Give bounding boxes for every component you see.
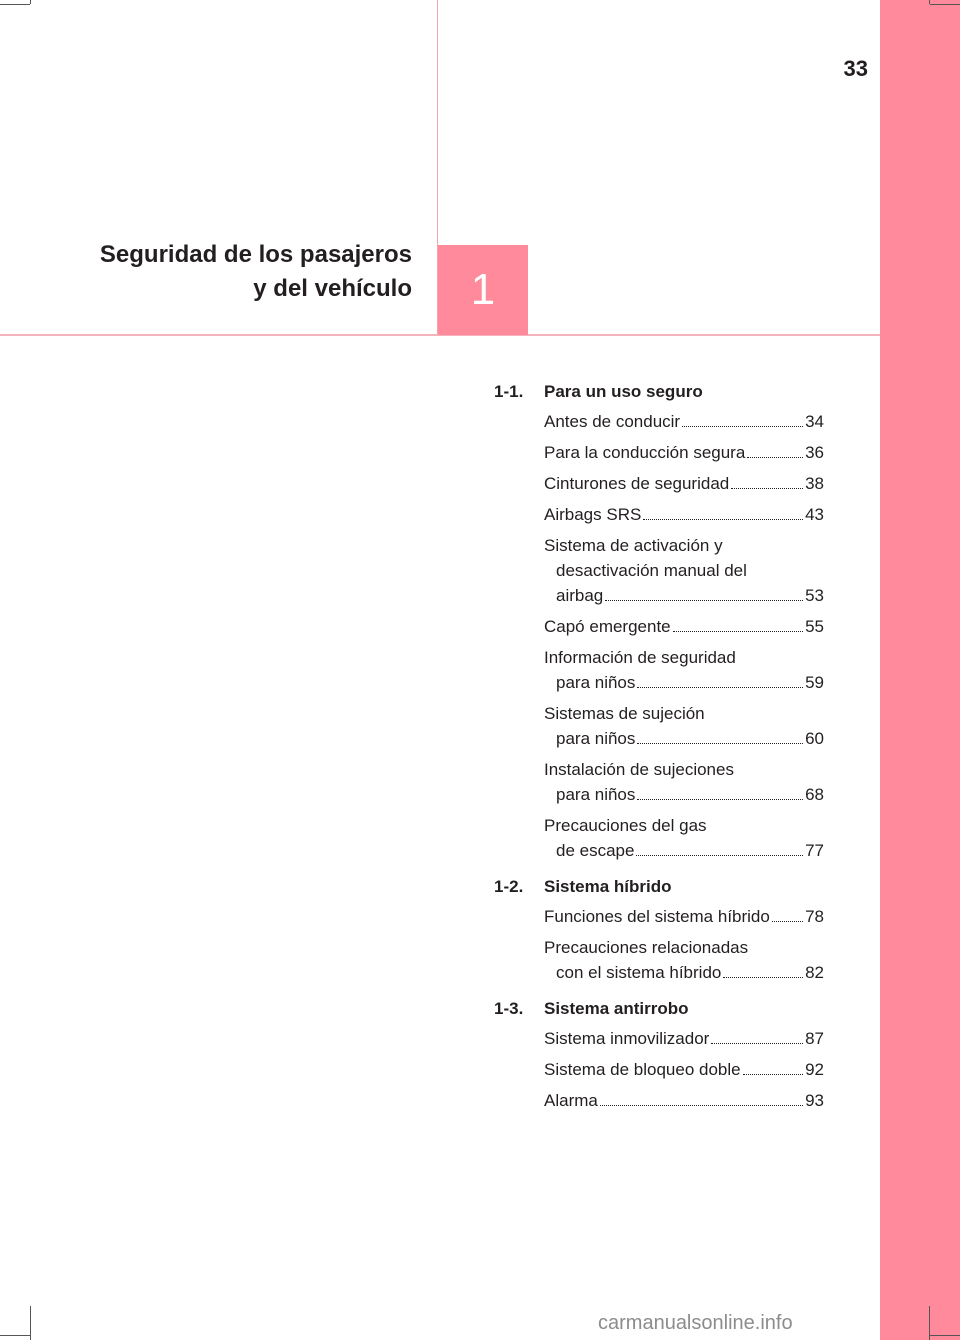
toc-entry[interactable] [544, 471, 824, 496]
toc-entry-text: de escape [556, 841, 635, 860]
section-title: Sistema antirrobo [544, 999, 689, 1018]
toc-entry-line [544, 813, 824, 838]
toc-page-number: 93 [805, 1091, 824, 1110]
section-title: Sistema híbrido [544, 877, 672, 896]
toc-entry-text: con el sistema híbrido [556, 963, 722, 982]
dot-leader [682, 426, 803, 427]
toc-entry[interactable] [544, 701, 824, 751]
toc-entry-line [544, 701, 824, 726]
toc-entry[interactable] [544, 935, 824, 985]
toc-page-number: 53 [805, 586, 824, 605]
toc-page-number: 55 [805, 617, 824, 636]
toc-entry[interactable] [544, 904, 824, 929]
toc-entry-text: Sistemas de sujeción [544, 704, 705, 723]
toc-page-number: 68 [805, 785, 824, 804]
dot-leader [643, 519, 803, 520]
toc-entry-line [544, 726, 824, 751]
toc-page-number: 87 [805, 1029, 824, 1048]
toc-entry[interactable] [544, 757, 824, 807]
toc-entry-line [544, 1088, 824, 1113]
toc-entry-text: Precauciones del gas [544, 816, 707, 835]
toc-page-number: 92 [805, 1060, 824, 1079]
dot-leader [637, 687, 803, 688]
toc-entry-line [544, 935, 824, 960]
toc-entry-text: desactivación manual del [556, 561, 747, 580]
toc-entry-text: Sistema de bloqueo doble [544, 1060, 741, 1079]
toc-entry-text: Información de seguridad [544, 648, 736, 667]
toc-entry[interactable] [544, 614, 824, 639]
chapter-number: 1 [470, 265, 496, 314]
toc-entry-line [544, 471, 824, 496]
chapter-number-box [438, 245, 528, 335]
dot-leader [605, 600, 803, 601]
toc-entry-line [544, 614, 824, 639]
toc-entry[interactable] [544, 813, 824, 863]
toc-page-number: 36 [805, 443, 824, 462]
toc-entry-line [544, 757, 824, 782]
section-heading [494, 378, 824, 406]
toc-entry-text: para niños [556, 729, 636, 748]
toc-entry-line [544, 502, 824, 527]
chapter-side-tab [880, 0, 960, 1340]
toc-page-number: 43 [805, 505, 824, 524]
toc-entry[interactable] [544, 645, 824, 695]
toc-entry-text: Funciones del sistema híbrido [544, 907, 770, 926]
toc-entry-text: Precauciones relacionadas [544, 938, 749, 957]
toc-entry-text: para niños [556, 673, 636, 692]
toc-page-number: 82 [805, 963, 824, 982]
toc-page-number: 34 [805, 412, 824, 431]
chapter-title-line-2: y del vehículo [253, 275, 412, 302]
toc-entry[interactable] [544, 440, 824, 465]
toc-entry-text: Antes de conducir [544, 412, 681, 431]
toc-entry-line [544, 558, 824, 583]
dot-leader [743, 1074, 803, 1075]
toc-entry-line [544, 838, 824, 863]
dot-leader [636, 855, 803, 856]
dot-leader [637, 799, 803, 800]
toc-page-number: 60 [805, 729, 824, 748]
page-number: 33 [843, 56, 868, 81]
crop-mark-bottom-right [929, 1306, 930, 1340]
section-number: 1-1. [494, 382, 524, 401]
crop-mark-bottom-left [30, 1306, 31, 1340]
dot-leader [600, 1105, 803, 1106]
crop-mark-top-left [0, 4, 30, 5]
toc-page-number: 59 [805, 673, 824, 692]
dot-leader [673, 631, 803, 632]
toc-entry-line [544, 409, 824, 434]
toc-entry-text: Cinturones de seguridad [544, 474, 730, 493]
toc-entry[interactable] [544, 409, 824, 434]
toc-entry-line [544, 670, 824, 695]
dot-leader [747, 457, 803, 458]
toc-entry-text: airbag [556, 586, 604, 605]
toc-entry-text: Airbags SRS [544, 505, 642, 524]
section-heading [494, 995, 824, 1023]
chapter-title [40, 238, 412, 306]
watermark: carmanualsonline.info [598, 1312, 793, 1334]
toc-entry-text: Alarma [544, 1091, 598, 1110]
dot-leader [637, 743, 803, 744]
toc-entry-text: para niños [556, 785, 636, 804]
toc-entry-line [544, 960, 824, 985]
chapter-title-line-1: Seguridad de los pasajeros [99, 241, 412, 268]
toc-entry[interactable] [544, 1026, 824, 1051]
toc-page-number: 78 [805, 907, 824, 926]
dot-leader [723, 977, 803, 978]
table-of-contents [494, 378, 824, 1119]
toc-entry[interactable] [544, 502, 824, 527]
toc-entry-line [544, 645, 824, 670]
crop-mark-bottom-left [0, 1335, 30, 1336]
toc-entry-line [544, 583, 824, 608]
toc-entry[interactable] [544, 1088, 824, 1113]
crop-mark-top-right [929, 0, 930, 4]
dot-leader [731, 488, 803, 489]
dot-leader [772, 921, 803, 922]
section-title: Para un uso seguro [544, 382, 703, 401]
toc-entry-text: Sistema de activación y [544, 536, 723, 555]
crop-mark-top-right [930, 4, 960, 5]
toc-entry-line [544, 904, 824, 929]
toc-entry-text: Capó emergente [544, 617, 671, 636]
section-heading [494, 873, 824, 901]
toc-page-number: 38 [805, 474, 824, 493]
toc-entry-line [544, 1026, 824, 1051]
toc-page-number: 77 [805, 841, 824, 860]
toc-entry[interactable] [544, 533, 824, 608]
toc-entry[interactable] [544, 1057, 824, 1082]
dot-leader [711, 1043, 803, 1044]
crop-mark-top-left [30, 0, 31, 4]
section-number: 1-2. [494, 877, 524, 896]
toc-entry-line [544, 1057, 824, 1082]
section-number: 1-3. [494, 999, 524, 1018]
toc-entry-text: Instalación de sujeciones [544, 760, 734, 779]
toc-entry-line [544, 782, 824, 807]
toc-entry-text: Para la conducción segura [544, 443, 746, 462]
toc-entry-line [544, 533, 824, 558]
crop-mark-bottom-right [930, 1335, 960, 1336]
toc-entry-text: Sistema inmovilizador [544, 1029, 710, 1048]
toc-entry-line [544, 440, 824, 465]
